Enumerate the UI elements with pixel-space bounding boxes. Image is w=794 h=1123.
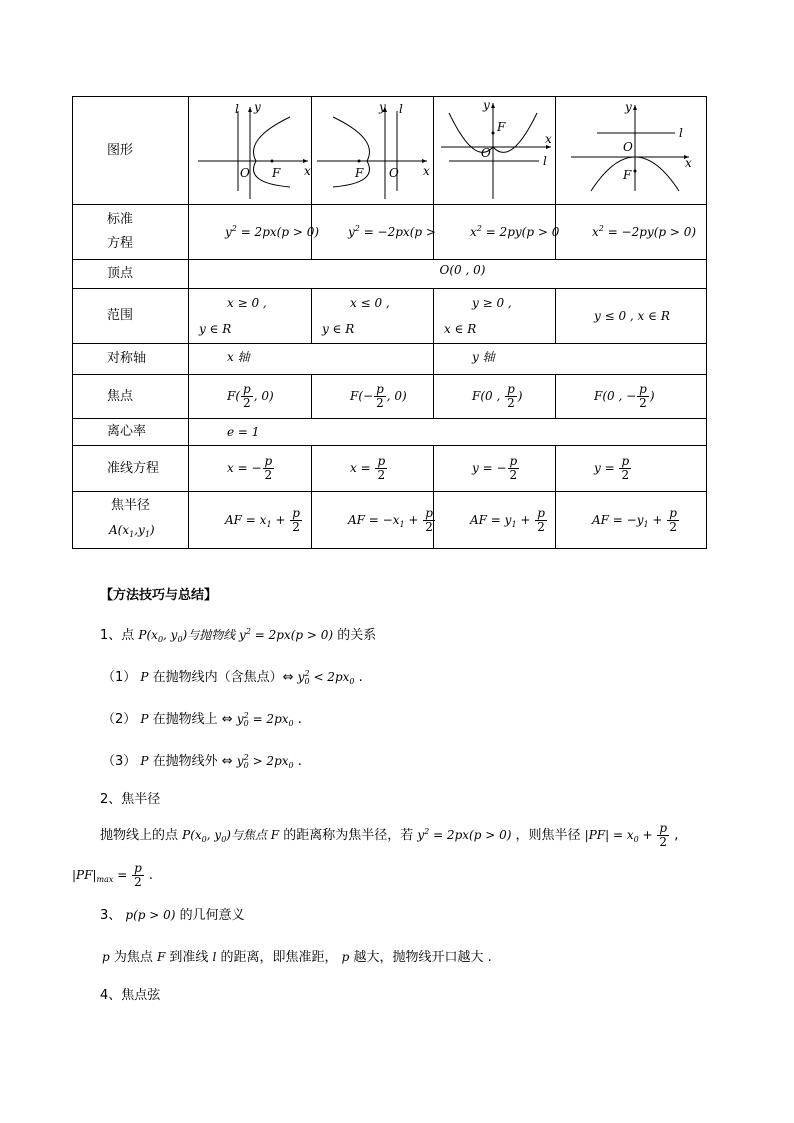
row-label-axis: 对称轴 xyxy=(73,344,189,375)
focal-radius-3: AF = $y_1$ + $\frac{p}{2}$ xyxy=(434,492,556,549)
item-3-text: p 为焦点 F 到准线 l 的距离，即焦准距， p 越大，抛物线开口越大 . xyxy=(102,950,492,965)
directrix-4: y = $\frac{p}{2}$ xyxy=(556,446,707,492)
item-1-2: （2） P 在抛物线上 ⇔ $y^2_0 = 2px_0$ . xyxy=(102,711,302,728)
row-label-focus: 焦点 xyxy=(73,375,189,419)
item-2-text: 抛物线上的点 $P(x_0$, $y_0$)与焦点 F 的距离称为焦半径，若 $y^2 = 2px(p > 0)$ ，则焦半径 $|PF| = x_0$ + $\frac{p}{2}$ , xyxy=(100,821,679,849)
label-F: F xyxy=(354,165,363,180)
axis-x: x 轴 xyxy=(189,344,434,375)
focal-radius-4: AF = $-y_1$ + $\frac{p}{2}$ xyxy=(556,492,707,549)
range-2: x ≤ 0 , y ∈ R xyxy=(312,289,434,344)
row-label-graph: 图形 xyxy=(73,97,189,205)
label-x: x xyxy=(304,163,311,178)
label-O: O xyxy=(240,165,250,180)
focus-1: F( $\frac{p}{2}$ , 0) xyxy=(189,375,312,419)
parabola-properties-table xyxy=(72,96,707,549)
graph-left-opening xyxy=(312,97,434,205)
table-row-eccentricity xyxy=(73,419,707,446)
focal-radius-2: AF = $-x_1$ + $\frac{p}{2}$ xyxy=(312,492,434,549)
directrix-2: x = $\frac{p}{2}$ xyxy=(312,446,434,492)
axis-y: y 轴 xyxy=(434,344,707,375)
table-row-directrix xyxy=(73,446,707,492)
item-4: 4、焦点弦 xyxy=(100,988,161,1003)
label-O: O xyxy=(388,165,399,180)
graph-up-opening xyxy=(434,97,556,205)
directrix-3: y = − $\frac{p}{2}$ xyxy=(434,446,556,492)
label-F: F xyxy=(272,165,281,180)
item-2-line2: $|PF|_{max}$ = $\frac{p}{2}$ . xyxy=(72,861,154,889)
vertex-value: O(0 , 0) xyxy=(189,260,707,289)
row-label-directrix: 准线方程 xyxy=(73,446,189,492)
label-l: l xyxy=(679,125,683,140)
item-1: 1、点 $P(x_0$, $y_0$)与抛物线 $y^2 = 2px(p > 0)$ 的关系 xyxy=(100,627,377,644)
label-focal-radius-line1: 焦半径 xyxy=(111,497,151,513)
label-l: l xyxy=(398,101,403,116)
item-1-1: （1） P 在抛物线内（含焦点）⇔ $y^2_0 < 2px_0$ . xyxy=(102,669,363,686)
label-O: O xyxy=(480,145,491,160)
label-l: l xyxy=(235,101,239,116)
table-row-focal-radius xyxy=(73,492,707,549)
label-y: y xyxy=(378,99,386,114)
equation-3: $x^2 = 2py(p > 0$ xyxy=(434,205,556,260)
equation-4: $x^2 = -2py(p > 0)$ xyxy=(556,205,707,260)
equation-1: $y^2 = 2px(p > 0)$ xyxy=(189,205,312,260)
item-1-3: （3） P 在抛物线外 ⇔ $y^2_0 > 2px_0$ . xyxy=(102,753,302,770)
label-F: F xyxy=(623,167,632,182)
graph-down-opening xyxy=(556,97,707,205)
directrix-1: x = − $\frac{p}{2}$ xyxy=(189,446,312,492)
table-row-vertex xyxy=(73,260,707,289)
row-label-vertex: 顶点 xyxy=(73,260,189,289)
table-row-graph xyxy=(73,97,707,205)
label-equation-line1: 标准 xyxy=(107,212,134,227)
focus-4: F(0 , − $\frac{p}{2}$ ) xyxy=(556,375,707,419)
eccentricity-value: e = 1 xyxy=(189,419,707,446)
section-heading: 【方法技巧与总结】 xyxy=(100,588,218,603)
label-F: F xyxy=(496,119,505,134)
focus-2: F(− $\frac{p}{2}$ , 0) xyxy=(312,375,434,419)
range-4: y ≤ 0 , x ∈ R xyxy=(556,289,707,344)
row-label-equation xyxy=(73,205,189,260)
range-1: x ≥ 0 , y ∈ R xyxy=(189,289,312,344)
label-equation-line2: 方程 xyxy=(107,236,134,251)
row-label-focal-radius xyxy=(73,492,189,549)
table-row-focus xyxy=(73,375,707,419)
row-label-range: 范围 xyxy=(73,289,189,344)
label-x: x xyxy=(685,155,692,170)
graph-right-opening xyxy=(189,97,312,205)
label-x: x xyxy=(422,163,430,178)
table-row-equation xyxy=(73,205,707,260)
table-row-axis xyxy=(73,344,707,375)
range-3: y ≥ 0 , x ∈ R xyxy=(434,289,556,344)
label-y: y xyxy=(625,99,632,114)
equation-2: $y^2 = -2px(p$ > xyxy=(312,205,434,260)
focal-radius-1: AF = $x_1$ + $\frac{p}{2}$ xyxy=(189,492,312,549)
label-x: x xyxy=(544,131,552,146)
label-y: y xyxy=(254,99,261,114)
focus-3: F(0 , $\frac{p}{2}$ ) xyxy=(434,375,556,419)
label-O: O xyxy=(623,139,633,154)
row-label-eccentricity: 离心率 xyxy=(73,419,189,446)
label-y: y xyxy=(482,97,490,112)
label-l: l xyxy=(542,153,547,168)
label-focal-radius-line2: $A(x_1,y_1)$ xyxy=(109,522,155,539)
item-2: 2、焦半径 xyxy=(100,792,161,807)
item-3: 3、 p(p > 0) 的几何意义 xyxy=(100,908,245,923)
table-row-range xyxy=(73,289,707,344)
